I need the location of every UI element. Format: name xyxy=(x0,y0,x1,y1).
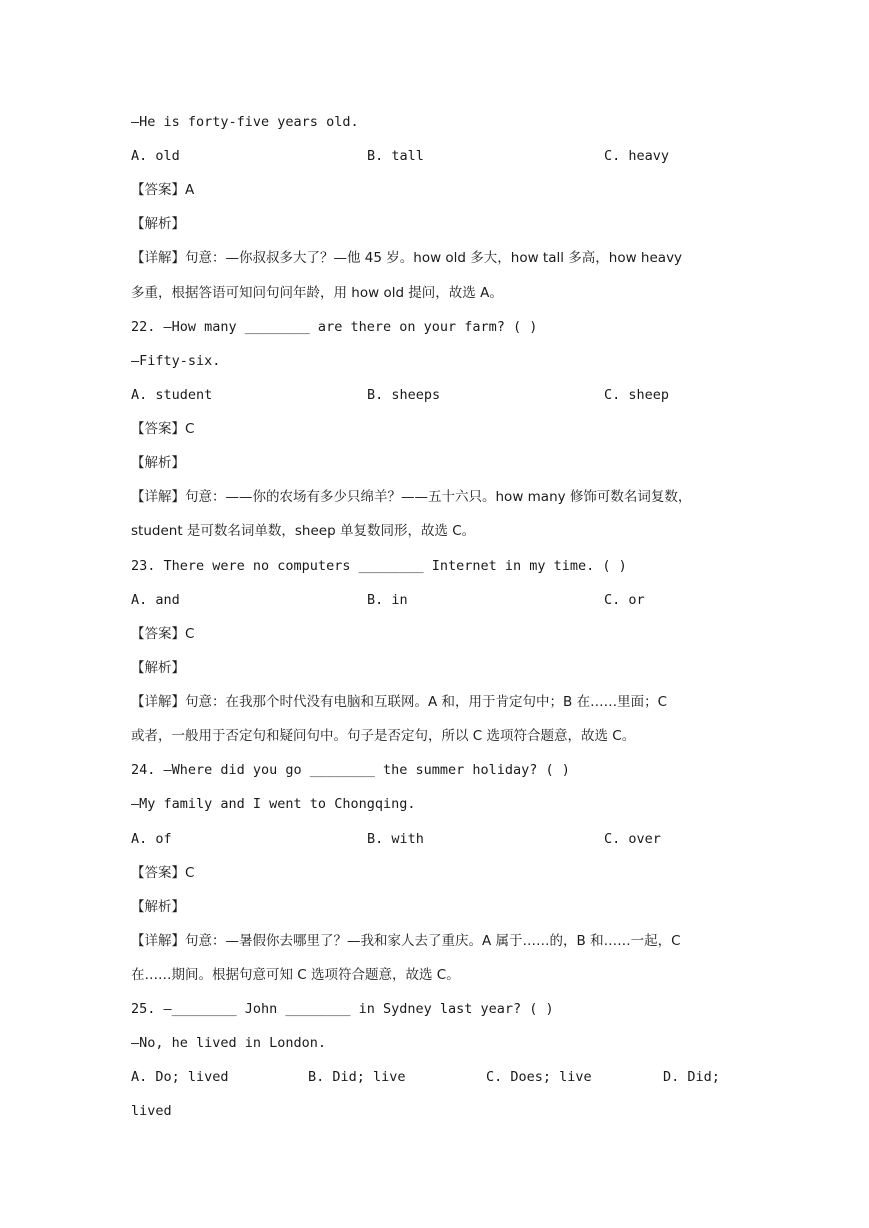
q22-detail-line2: student 是可数名词单数，sheep 单复数同形，故选 C。 xyxy=(131,523,476,539)
q23-detail-line2: 或者，一般用于否定句和疑问句中。句子是否定句，所以 C 选项符合题意，故选 C。 xyxy=(131,728,636,744)
q25-option-a: A. Do; lived xyxy=(131,1069,229,1085)
q23-option-c: C. or xyxy=(604,592,645,608)
q22-option-c: C. sheep xyxy=(604,387,670,403)
q25-option-b: B. Did; live xyxy=(308,1069,406,1085)
q25-reply: —No, he lived in London. xyxy=(131,1035,327,1051)
q23-option-b: B. in xyxy=(367,592,408,608)
q23-detail-line1: 【详解】句意：在我那个时代没有电脑和互联网。A 和，用于肯定句中；B 在……里面；C xyxy=(131,694,668,710)
q22-detail-line1: 【详解】句意：——你的农场有多少只绵羊？——五十六只。how many 修饰可数名词复数， xyxy=(131,489,692,505)
q24-analysis-label: 【解析】 xyxy=(131,899,185,915)
q24-question: 24. —Where did you go ________ the summer holiday? ( ) xyxy=(131,762,570,778)
q21-option-a: A. old xyxy=(131,148,180,164)
q25-option-d-wrap: lived xyxy=(131,1103,172,1119)
q24-reply: —My family and I went to Chongqing. xyxy=(131,796,416,812)
q21-option-c: C. heavy xyxy=(604,148,670,164)
q21-option-b: B. tall xyxy=(367,148,424,164)
q24-option-a: A. of xyxy=(131,831,172,847)
q21-detail-line2: 多重，根据答语可知问句问年龄，用 how old 提问，故选 A。 xyxy=(131,285,503,301)
q25-option-d: D. Did; xyxy=(663,1069,720,1085)
q22-question: 22. —How many ________ are there on your farm? ( ) xyxy=(131,319,538,335)
q23-analysis-label: 【解析】 xyxy=(131,660,185,676)
q23-answer: 【答案】C xyxy=(131,626,195,642)
q22-reply: —Fifty-six. xyxy=(131,353,221,369)
q25-question: 25. —________ John ________ in Sydney last year? ( ) xyxy=(131,1001,554,1017)
q24-answer: 【答案】C xyxy=(131,865,195,881)
q24-detail-line1: 【详解】句意：—暑假你去哪里了？—我和家人去了重庆。A 属于……的，B 和……一起，C xyxy=(131,933,681,949)
q22-option-a: A. student xyxy=(131,387,213,403)
q25-option-c: C. Does; live xyxy=(486,1069,592,1085)
q21-analysis-label: 【解析】 xyxy=(131,216,185,232)
q22-option-b: B. sheeps xyxy=(367,387,441,403)
q23-question: 23. There were no computers ________ Internet in my time. ( ) xyxy=(131,558,627,574)
q24-detail-line2: 在……期间。根据句意可知 C 选项符合题意，故选 C。 xyxy=(131,967,460,983)
q21-detail-line1: 【详解】句意：—你叔叔多大了？—他 45 岁。how old 多大，how tall 多高，how heavy xyxy=(131,250,683,266)
q21-reply: —He is forty-five years old. xyxy=(131,114,359,130)
q22-answer: 【答案】C xyxy=(131,421,195,437)
q24-option-b: B. with xyxy=(367,831,424,847)
q22-analysis-label: 【解析】 xyxy=(131,455,185,471)
q21-answer: 【答案】A xyxy=(131,182,195,198)
q23-option-a: A. and xyxy=(131,592,180,608)
q24-option-c: C. over xyxy=(604,831,661,847)
